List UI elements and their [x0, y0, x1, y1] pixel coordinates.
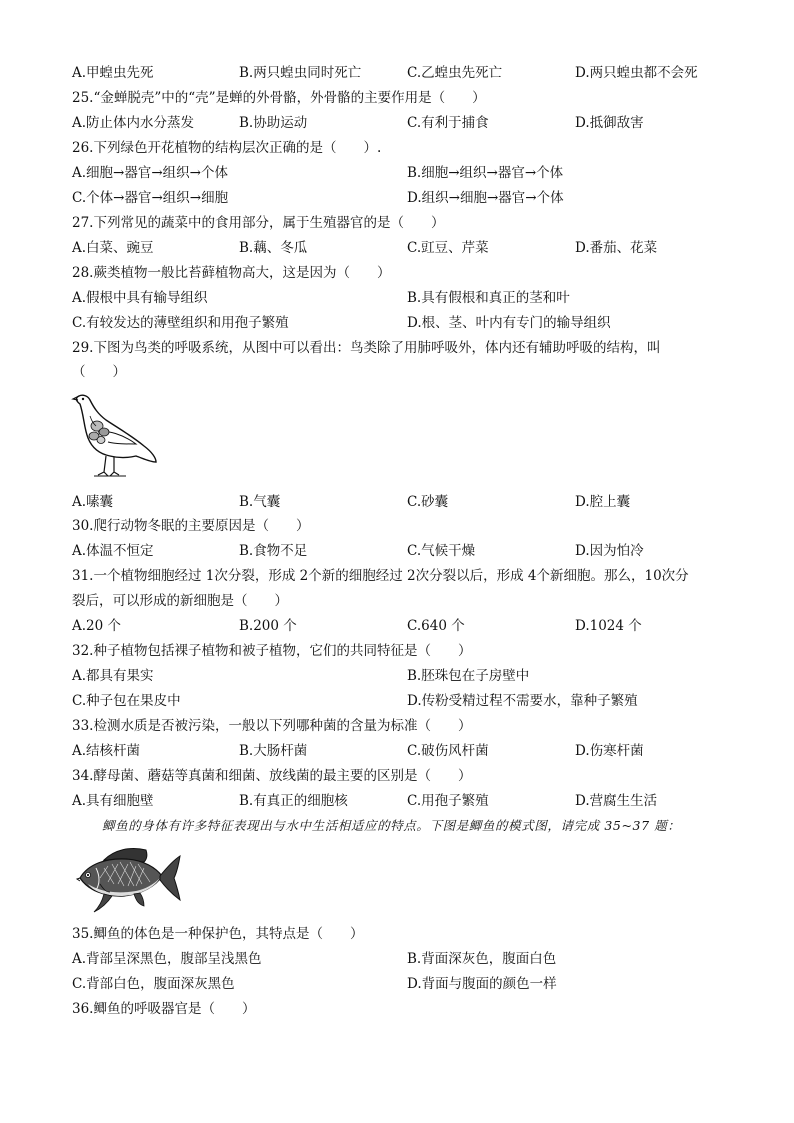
q34-option-c[interactable]: C.用孢子繁殖: [407, 793, 489, 809]
bird-legs: [98, 456, 119, 476]
q27-stem-text: 27.下列常见的蔬菜中的食用部分，属于生殖器官的是（ ）: [72, 215, 445, 231]
q34-option-d[interactable]: D.营腐生生活: [575, 793, 658, 809]
q24-option-c[interactable]: C.乙蝗虫先死亡: [407, 65, 503, 81]
q27-option-c[interactable]: C.豇豆、芹菜: [407, 240, 489, 256]
q28-stem: [72, 262, 722, 284]
q31-option-c[interactable]: C.640 个: [407, 618, 465, 634]
q25-stem-text: 25.“金蝉脱壳”中的“壳”是蝉的外骨骼，外骨骼的主要作用是（ ）: [72, 90, 486, 106]
q26-option-d[interactable]: D.组织→细胞→器官→个体: [407, 190, 564, 206]
q26-options-row1: [72, 162, 722, 184]
q29-option-d[interactable]: D.腔上囊: [575, 494, 631, 510]
q34-options: [72, 790, 722, 812]
q31-options: [72, 615, 722, 637]
q29-stem-blank: （ ）: [72, 364, 126, 380]
q35-option-a[interactable]: A.背部呈深黑色，腹部呈浅黑色: [72, 951, 262, 967]
q26-stem-text: 26.下列绿色开花植物的结构层次正确的是（ ）.: [72, 140, 382, 156]
q27-option-d[interactable]: D.番茄、花菜: [575, 240, 658, 256]
q28-options-row1: [72, 287, 722, 309]
q30-option-c[interactable]: C.气候干燥: [407, 543, 476, 559]
q32-options-row1: [72, 665, 722, 687]
bird-body: [76, 395, 156, 462]
q36-stem: [72, 998, 722, 1020]
q34-stem-text: 34.酵母菌、蘑菇等真菌和细菌、放线菌的最主要的区别是（ ）: [72, 768, 472, 784]
q31-option-d[interactable]: D.1024 个: [575, 618, 642, 634]
q26-option-a[interactable]: A.细胞→器官→组织→个体: [72, 165, 228, 181]
q27-stem: [72, 212, 722, 234]
q34-option-a[interactable]: A.具有细胞壁: [72, 793, 154, 809]
q33-stem: [72, 715, 722, 737]
q25-stem: [72, 87, 722, 109]
q29-option-c[interactable]: C.砂囊: [407, 494, 449, 510]
q34-option-b[interactable]: B.有真正的细胞核: [239, 793, 348, 809]
q32-option-c[interactable]: C.种子包在果皮中: [72, 693, 181, 709]
q25-option-a[interactable]: A.防止体内水分蒸发: [72, 115, 195, 131]
q24-option-b[interactable]: B.两只蝗虫同时死亡: [239, 65, 362, 81]
bird-beak: [73, 396, 79, 400]
q31-stem-text: 31.一个植物细胞经过 1次分裂，形成 2个新的细胞经过 2次分裂以后，形成 4个新细胞。那么，10次分: [72, 568, 689, 584]
q26-option-b[interactable]: B.细胞→组织→器官→个体: [407, 165, 564, 181]
q35-option-c[interactable]: C.背部白色，腹面深灰黑色: [72, 976, 235, 992]
q29-stem-text: 29.下图为鸟类的呼吸系统，从图中可以看出：鸟类除了用肺呼吸外，体内还有辅助呼吸的结构，叫: [72, 340, 661, 356]
crucian-carp-figure: [74, 844, 184, 918]
q25-option-b[interactable]: B.协助运动: [239, 115, 308, 131]
q31-option-a[interactable]: A.20 个: [72, 618, 122, 634]
fish-pelvic-fin: [94, 894, 112, 912]
q29-option-a[interactable]: A.嗉囊: [72, 494, 114, 510]
q31-option-b[interactable]: B.200 个: [239, 618, 297, 634]
q26-option-c[interactable]: C.个体→器官→组织→细胞: [72, 190, 229, 206]
q27-options: [72, 237, 722, 259]
q29-option-b[interactable]: B.气囊: [239, 494, 281, 510]
q32-stem-text: 32.种子植物包括裸子植物和被子植物，它们的共同特征是（ ）: [72, 643, 472, 659]
q30-option-a[interactable]: A.体温不恒定: [72, 543, 154, 559]
q32-options-row2: [72, 690, 722, 712]
q30-option-b[interactable]: B.食物不足: [239, 543, 308, 559]
q36-stem-text: 36.鲫鱼的呼吸器官是（ ）: [72, 1001, 256, 1017]
q24-options: [72, 62, 722, 84]
q25-option-c[interactable]: C.有利于捕食: [407, 115, 489, 131]
q34-stem: [72, 765, 722, 787]
q28-option-c[interactable]: C.有较发达的薄壁组织和用孢子繁殖: [72, 315, 289, 331]
q25-option-d[interactable]: D.抵御敌害: [575, 115, 644, 131]
q33-option-d[interactable]: D.伤寒杆菌: [575, 743, 644, 759]
q24-option-d[interactable]: D.两只蝗虫都不会死: [575, 65, 698, 81]
q35-options-row1: [72, 948, 722, 970]
bird-eye: [82, 398, 84, 400]
q30-stem-text: 30.爬行动物冬眠的主要原因是（ ）: [72, 518, 310, 534]
q29-options: [72, 491, 722, 513]
q32-option-a[interactable]: A.都具有果实: [72, 668, 154, 684]
q28-stem-text: 28.蕨类植物一般比苔藓植物高大，这是因为（ ）: [72, 265, 391, 281]
q26-options-row2: [72, 187, 722, 209]
q32-stem: [72, 640, 722, 662]
q33-option-b[interactable]: B.大肠杆菌: [239, 743, 308, 759]
q24-option-a[interactable]: A.甲蝗虫先死: [72, 65, 154, 81]
q33-options: [72, 740, 722, 762]
fish-intro-text: 鲫鱼的身体有许多特征表现出与水中生活相适应的特点。下图是鲫鱼的模式图，请完成 35~37 题：: [102, 818, 681, 833]
q33-stem-text: 33.检测水质是否被污染，一般以下列哪种菌的含量为标准（ ）: [72, 718, 472, 734]
q33-option-c[interactable]: C.破伤风杆菌: [407, 743, 489, 759]
q28-options-row2: [72, 312, 722, 334]
q35-option-d[interactable]: D.背面与腹面的颜色一样: [407, 976, 557, 992]
q35-stem-text: 35.鲫鱼的体色是一种保护色，其特点是（ ）: [72, 926, 364, 942]
air-sac: [99, 428, 109, 436]
q27-option-a[interactable]: A.白菜、豌豆: [72, 240, 154, 256]
fish-intro-note: [102, 815, 722, 837]
fish-tail: [160, 856, 180, 900]
q27-option-b[interactable]: B.藕、冬瓜: [239, 240, 308, 256]
q30-options: [72, 540, 722, 562]
fish-pupil: [87, 874, 89, 876]
q32-option-b[interactable]: B.胚珠包在子房壁中: [407, 668, 530, 684]
fish-anal-fin: [134, 893, 144, 906]
q33-option-a[interactable]: A.结核杆菌: [72, 743, 141, 759]
fish-mouth: [77, 878, 80, 881]
q35-option-b[interactable]: B.背面深灰色，腹面白色: [407, 951, 557, 967]
bird-respiratory-figure: [70, 392, 162, 480]
q25-options: [72, 112, 722, 134]
q31-stem-line1: [72, 565, 732, 587]
q31-stem-text-cont: 裂后，可以形成的新细胞是（ ）: [72, 593, 288, 609]
q28-option-a[interactable]: A.假根中具有输导组织: [72, 290, 208, 306]
q35-options-row2: [72, 973, 722, 995]
q30-stem: [72, 515, 722, 537]
q29-stem-line2: [72, 361, 722, 383]
q35-stem: [72, 923, 722, 945]
q31-stem-line2: [72, 590, 722, 612]
q32-option-d[interactable]: D.传粉受精过程不需要水，靠种子繁殖: [407, 693, 638, 709]
q28-option-b[interactable]: B.具有假根和真正的茎和叶: [407, 290, 570, 306]
air-sac: [97, 437, 105, 444]
q26-stem: [72, 137, 722, 159]
q30-option-d[interactable]: D.因为怕冷: [575, 543, 644, 559]
q29-stem-line1: [72, 337, 732, 359]
q28-option-d[interactable]: D.根、茎、叶内有专门的输导组织: [407, 315, 611, 331]
